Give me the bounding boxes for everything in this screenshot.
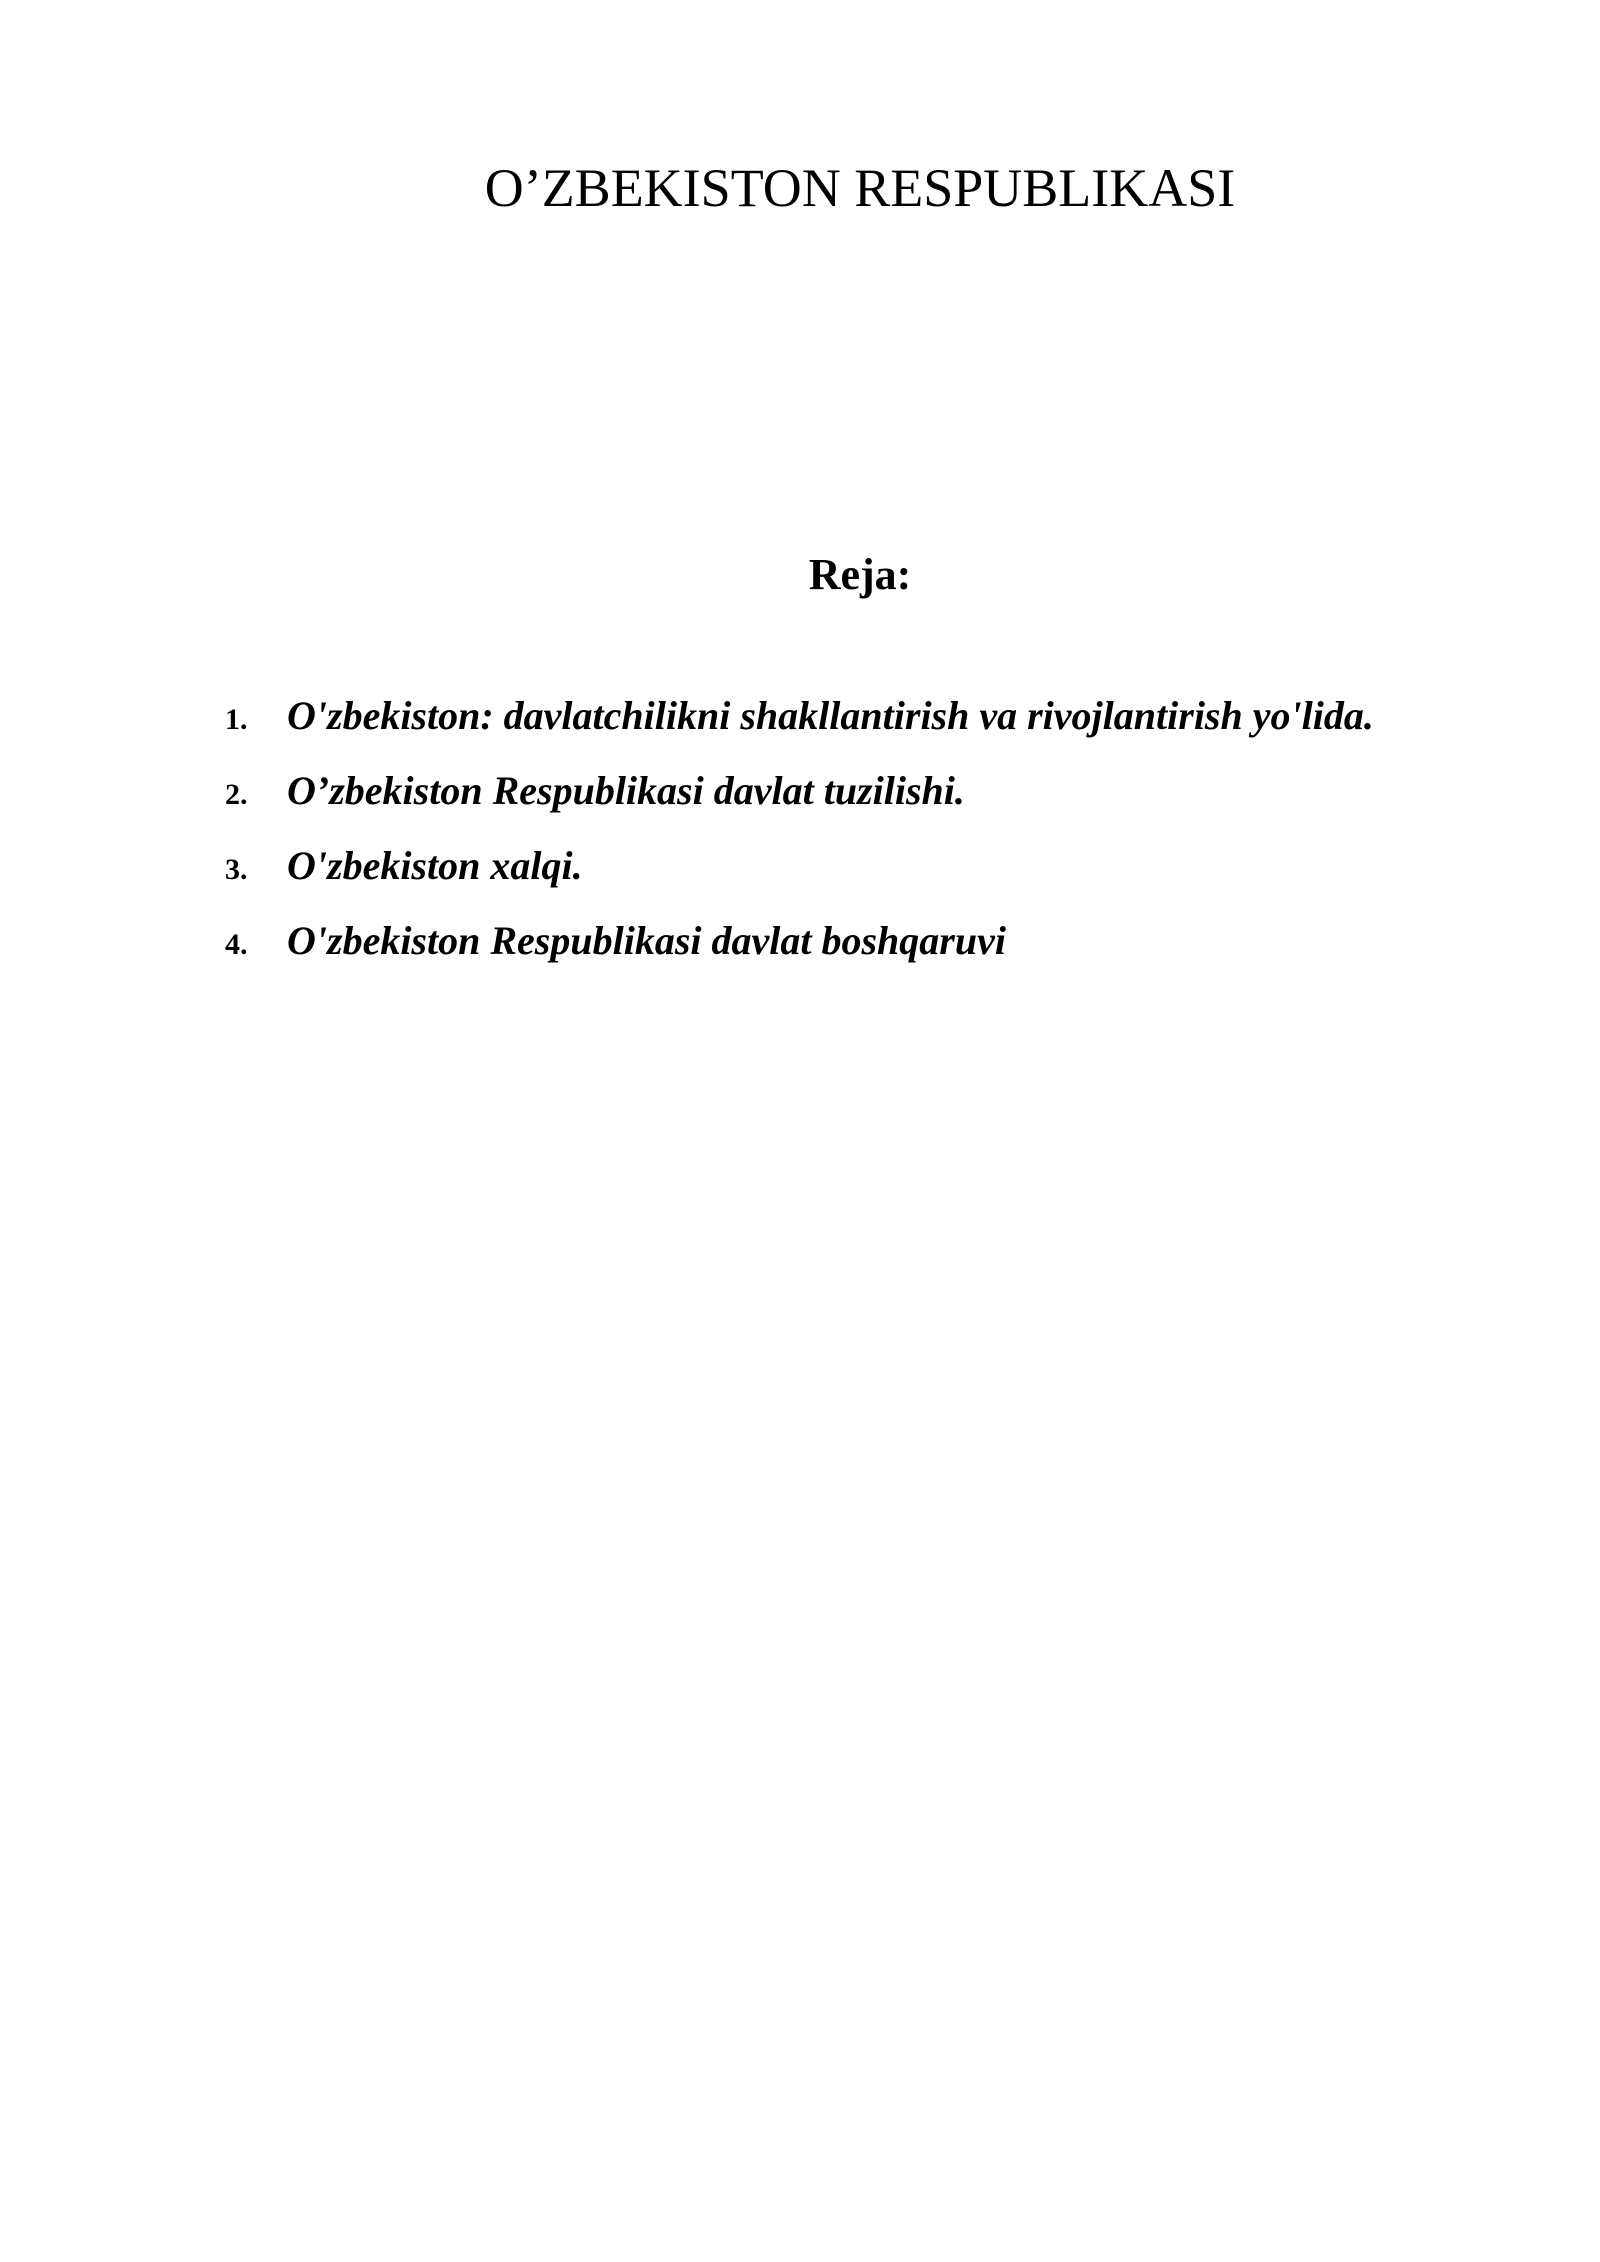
- plan-item-number: 2.: [225, 778, 248, 811]
- plan-item-2: [225, 763, 1374, 838]
- plan-item-number: 1.: [225, 703, 248, 736]
- plan-item-number: 4.: [225, 928, 248, 961]
- document-title: O’ZBEKISTON RESPUBLIKASI: [484, 158, 1236, 218]
- plan-item-3: [225, 838, 1374, 913]
- plan-item-text: O'zbekiston Respublikasi davlat boshqaruvi: [287, 918, 1006, 963]
- plan-item-text: O’zbekiston Respublikasi davlat tuzilishi.: [287, 768, 965, 813]
- plan-heading: Reja:: [808, 550, 912, 599]
- plan-item-text: O'zbekiston xalqi.: [287, 843, 583, 888]
- plan-list: [225, 688, 1374, 988]
- plan-item-number: 3.: [225, 853, 248, 886]
- plan-item-1: [225, 688, 1374, 763]
- plan-item-4: [225, 913, 1374, 988]
- plan-item-text: O'zbekiston: davlatchilikni shakllantirish va rivojlantirish yo'lida.: [287, 693, 1374, 738]
